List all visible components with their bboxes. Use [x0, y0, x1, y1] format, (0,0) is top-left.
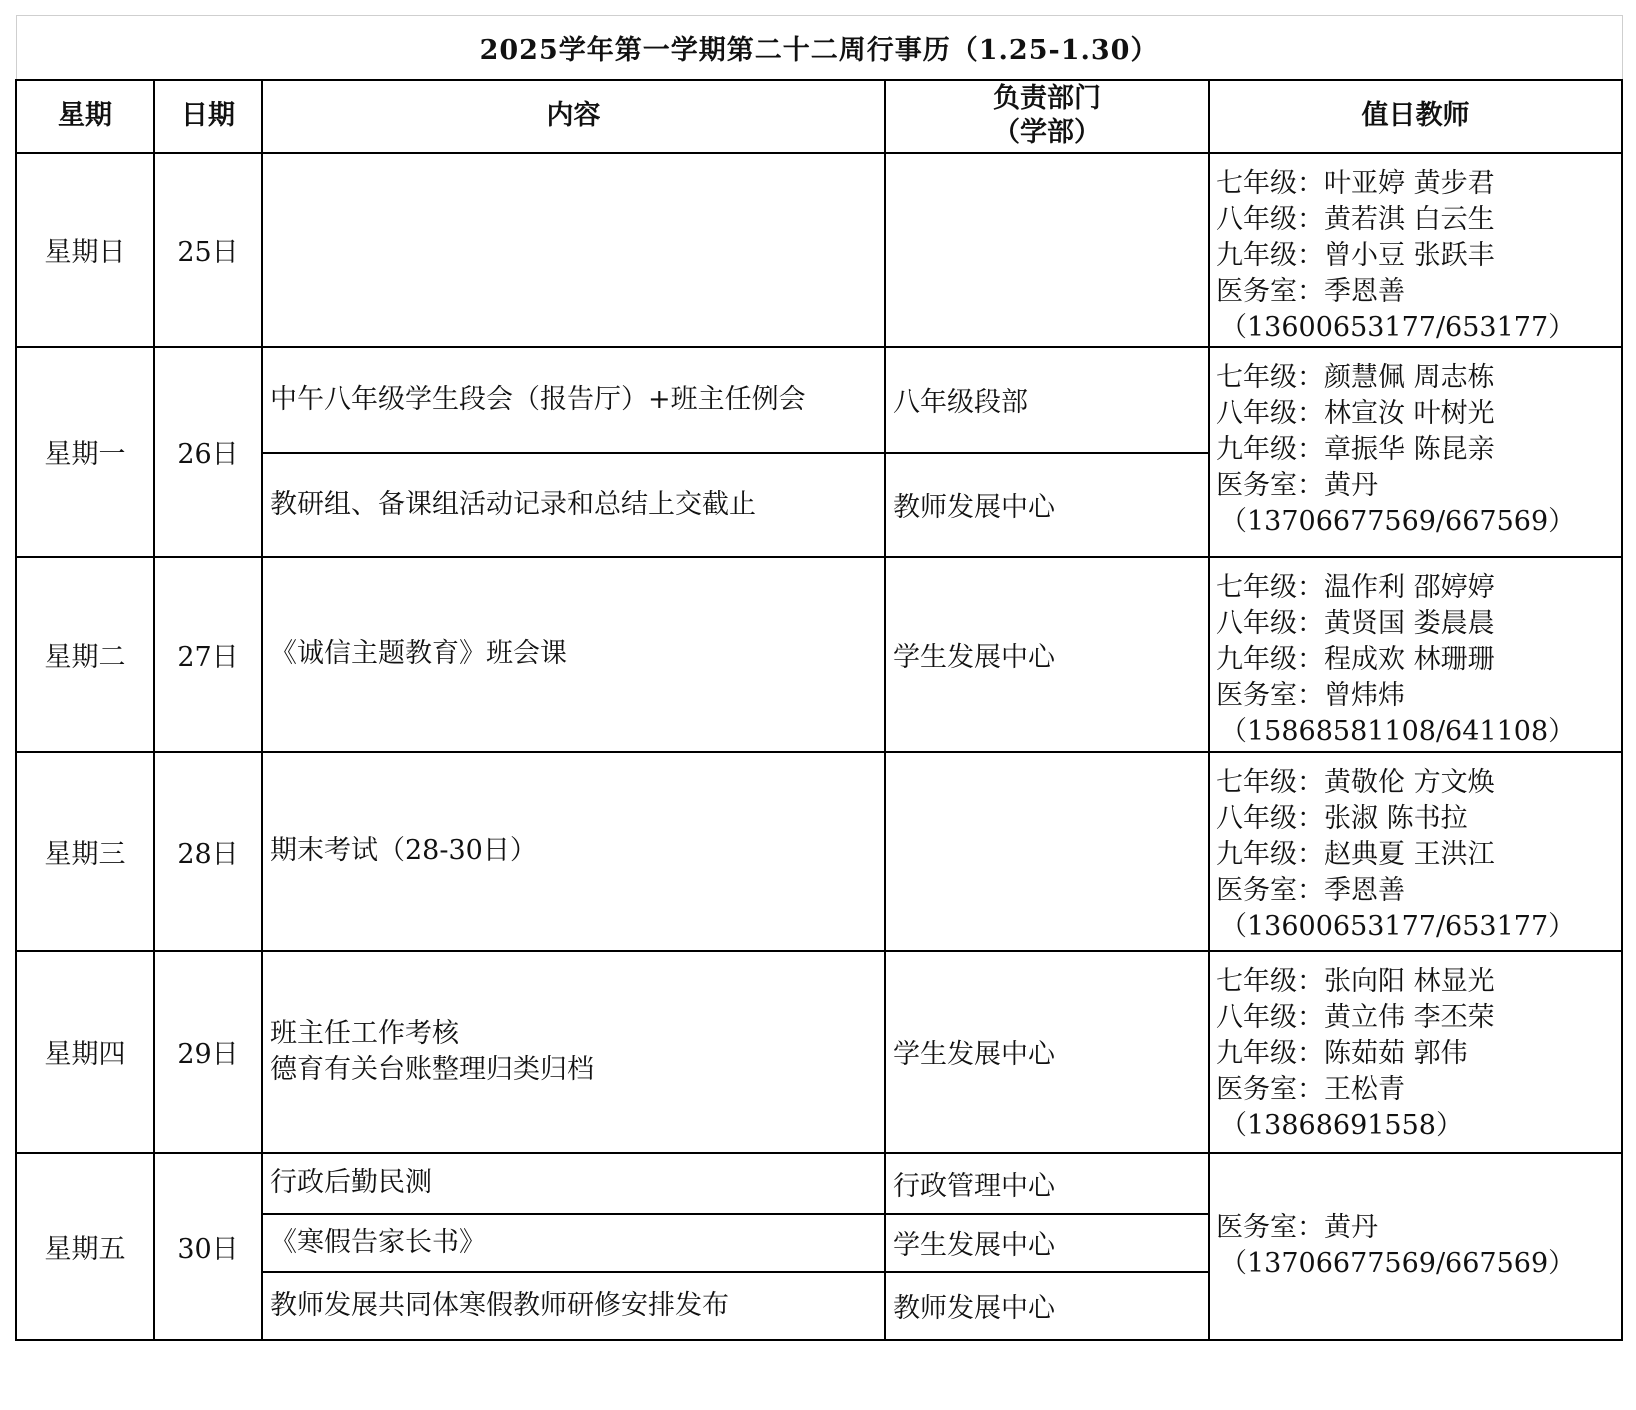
content-line: 德育有关台账整理归类归档 — [270, 1053, 594, 1085]
duty-line: 七年级：张向阳 林显光 — [1216, 965, 1495, 997]
content-cell — [262, 453, 885, 557]
duty-line: 七年级：温作利 邵婷婷 — [1216, 571, 1495, 603]
duty-line: 七年级：黄敬伦 方文焕 — [1216, 766, 1495, 798]
content-line: 教研组、备课组活动记录和总结上交截止 — [270, 488, 756, 520]
header-weekday: 星期 — [16, 80, 154, 153]
content-cell — [262, 347, 885, 453]
dept-cell: 教师发展中心 — [885, 1272, 1209, 1340]
duty-line: 九年级：赵典夏 王洪江 — [1216, 838, 1495, 870]
dept-cell: 行政管理中心 — [885, 1153, 1209, 1214]
duty-line: 八年级：黄立伟 李丕荣 — [1216, 1001, 1495, 1033]
duty-line: 医务室：黄丹 — [1216, 469, 1378, 501]
header-dept-line1: 负责部门 — [993, 83, 1101, 114]
content-cell — [262, 752, 885, 951]
dept-cell: 学生发展中心 — [885, 557, 1209, 752]
duty-teachers-cell — [1209, 153, 1622, 347]
weekday-cell: 星期四 — [16, 951, 154, 1153]
date-cell: 27日 — [154, 557, 262, 752]
content-cell — [262, 1272, 885, 1340]
date-cell: 26日 — [154, 347, 262, 557]
header-dept — [885, 80, 1209, 153]
content-cell — [262, 1214, 885, 1272]
dept-cell: 学生发展中心 — [885, 951, 1209, 1153]
duty-line: 医务室：黄丹 — [1216, 1212, 1378, 1243]
content-line: 教师发展共同体寒假教师研修安排发布 — [270, 1289, 729, 1321]
table-row — [16, 951, 1622, 1153]
duty-line: 八年级：林宣汝 叶树光 — [1216, 397, 1495, 429]
dept-cell: 教师发展中心 — [885, 453, 1209, 557]
content-line: 《诚信主题教育》班会课 — [270, 638, 567, 669]
weekday-cell: 星期三 — [16, 752, 154, 951]
duty-line: 八年级：黄贤国 娄晨晨 — [1216, 607, 1495, 639]
duty-line: 八年级：黄若淇 白云生 — [1216, 203, 1495, 235]
duty-line: 八年级：张淑 陈书拉 — [1216, 802, 1468, 834]
date-cell: 28日 — [154, 752, 262, 951]
duty-teachers-cell — [1209, 557, 1622, 752]
duty-line: 九年级：程成欢 林珊珊 — [1216, 643, 1495, 675]
duty-teachers-cell — [1209, 752, 1622, 951]
table-row — [16, 557, 1622, 752]
duty-line: 七年级：叶亚婷 黄步君 — [1216, 167, 1495, 199]
date-cell: 29日 — [154, 951, 262, 1153]
content-line: 期末考试（28-30日） — [270, 835, 537, 866]
duty-phone: （13600653177/653177） — [1220, 311, 1576, 343]
weekday-cell: 星期日 — [16, 153, 154, 347]
content-line: 班主任工作考核 — [270, 1017, 459, 1049]
header-dept-line2: （学部） — [993, 117, 1101, 148]
dept-cell — [885, 752, 1209, 951]
duty-line: 七年级：颜慧佩 周志栋 — [1216, 361, 1495, 393]
duty-line: 九年级：曾小豆 张跃丰 — [1216, 239, 1495, 271]
duty-phone: （15868581108/641108） — [1220, 715, 1576, 747]
duty-phone: （13600653177/653177） — [1220, 910, 1576, 942]
content-cell — [262, 951, 885, 1153]
content-line: 行政后勤民测 — [270, 1167, 432, 1198]
weekday-cell: 星期五 — [16, 1153, 154, 1340]
content-line: 《寒假告家长书》 — [270, 1226, 486, 1258]
content-cell — [262, 1153, 885, 1214]
content-cell — [262, 557, 885, 752]
duty-teachers-cell — [1209, 347, 1622, 557]
duty-teachers-cell — [1209, 951, 1622, 1153]
weekday-cell: 星期二 — [16, 557, 154, 752]
weekday-cell: 星期一 — [16, 347, 154, 557]
content-line: 中午八年级学生段会（报告厅）+班主任例会 — [270, 383, 806, 415]
date-cell: 25日 — [154, 153, 262, 347]
duty-teachers-cell — [1209, 1153, 1622, 1340]
table-row — [16, 752, 1622, 951]
content-cell — [262, 153, 885, 347]
table-row — [16, 153, 1622, 347]
calendar-title: 2025学年第一学期第二十二周行事历（1.25-1.30） — [16, 16, 1622, 80]
duty-line: 医务室：曾炜炜 — [1216, 679, 1405, 711]
duty-line: 医务室：王松青 — [1216, 1073, 1405, 1105]
header-content: 内容 — [262, 80, 885, 153]
duty-line: 九年级：章振华 陈昆亲 — [1216, 433, 1495, 465]
duty-phone: （13706677569/667569） — [1220, 505, 1576, 537]
table-row — [16, 1153, 1622, 1214]
dept-cell: 学生发展中心 — [885, 1214, 1209, 1272]
dept-cell: 八年级段部 — [885, 347, 1209, 453]
duty-line: 医务室：季恩善 — [1216, 874, 1405, 906]
header-date: 日期 — [154, 80, 262, 153]
date-cell: 30日 — [154, 1153, 262, 1340]
duty-line: 九年级：陈茹茹 郭伟 — [1216, 1037, 1468, 1069]
duty-phone: （13868691558） — [1220, 1109, 1463, 1141]
header-duty: 值日教师 — [1209, 80, 1622, 153]
weekly-calendar-table — [15, 15, 1623, 1341]
duty-line: 医务室：季恩善 — [1216, 275, 1405, 307]
dept-cell — [885, 153, 1209, 347]
table-row — [16, 347, 1622, 453]
duty-phone: （13706677569/667569） — [1220, 1248, 1576, 1279]
